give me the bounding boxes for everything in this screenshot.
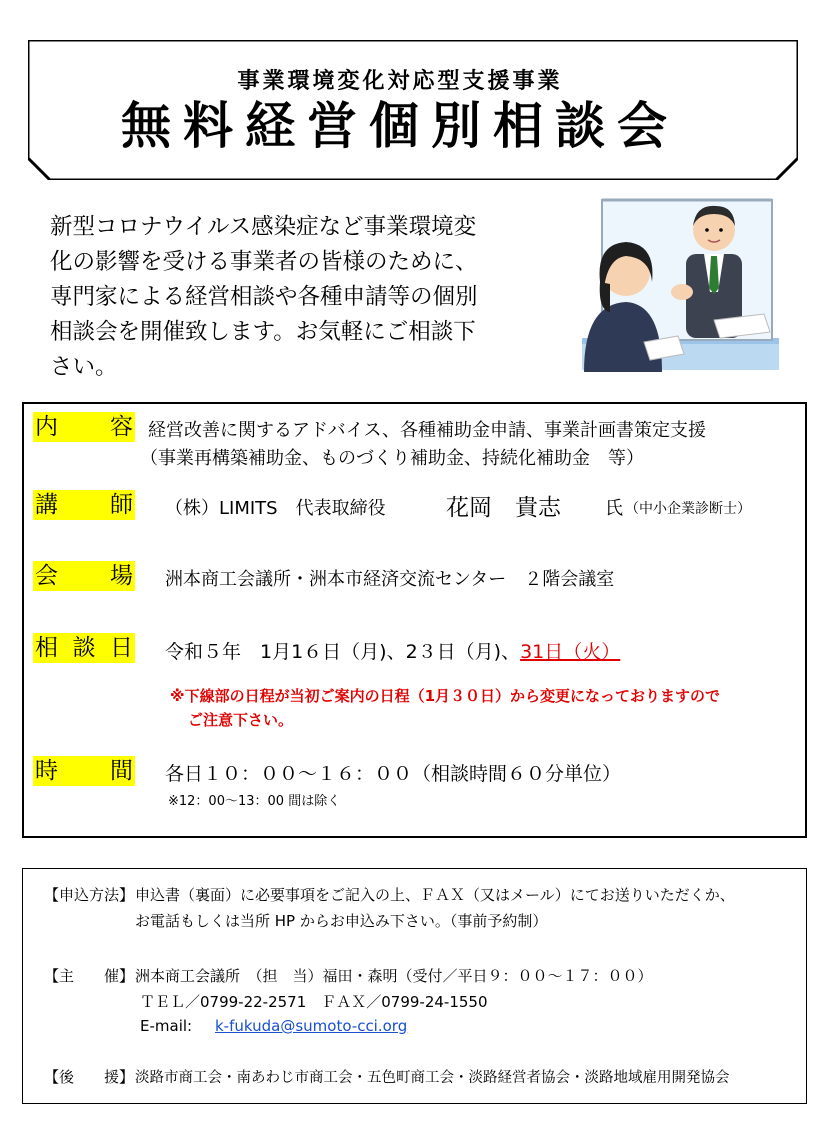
lecturer-org: （株）LIMITS 代表取締役 (165, 498, 386, 519)
changed-date: 31日（火） (520, 641, 621, 663)
time-text: 各日１０：００～１６：００（相談時間６０分単位） (165, 763, 622, 785)
time-note: ※12：00～13：00 間は除く (168, 794, 341, 809)
host-line1: 洲本商工会議所 （担 当）福田・森明（受付／平日９：００～１７：００） (135, 967, 653, 985)
method-label: 【申込方法】 (44, 886, 135, 904)
method-line1: 申込書（裏面）に必要事項をご記入の上、ＦＡＸ（又はメール）にてお送りいただくか、 (135, 886, 735, 904)
lecturer-qualification: （中小企業診断士） (625, 501, 751, 517)
intro-line: 新型コロナウイルス感染症など事業環境変 (50, 214, 477, 240)
support-label: 【後 援】 (44, 1068, 135, 1086)
email-label: E-mail: (140, 1017, 193, 1035)
intro-line: 専門家による経営相談や各種申請等の個別 (50, 284, 478, 310)
consultation-illustration (574, 192, 789, 376)
intro-line: さい。 (50, 354, 118, 380)
intro-text (50, 210, 550, 385)
support-text: 淡路市商工会・南あわじ市商工会・五色町商工会・淡路経営者協会・淡路地域雇用開発協会 (135, 1070, 730, 1086)
venue-text: 洲本商工会議所・洲本市経済交流センター ２階会議室 (165, 569, 615, 590)
email-link[interactable]: k-fukuda@sumoto-cci.org (215, 1017, 408, 1035)
content-line2: （事業再構築補助金、ものづくり補助金、持続化補助金 等） (140, 448, 644, 469)
method-line2: お電話もしくは当所 HP からお申込み下さい。（事前予約制） (135, 912, 548, 930)
content-line1: 経営改善に関するアドバイス、各種補助金申請、事業計画書策定支援 (148, 420, 706, 441)
host-label: 【主 催】 (44, 967, 135, 985)
date-label: 相 談 日 (35, 635, 133, 661)
content-label: 内 容 (35, 414, 133, 440)
intro-line: 相談会を開催致します。お気軽にご相談下 (50, 319, 476, 345)
intro-line: 化の影響を受ける事業者の皆様のために、 (50, 249, 478, 275)
time-label: 時 間 (35, 758, 133, 784)
banner-title: 無料経営個別相談会 (121, 97, 679, 155)
lecturer-label: 講 師 (35, 492, 133, 518)
lecturer-name: 花岡 貴志 (446, 495, 561, 521)
host-contact: ＴＥＬ／0799-22-2571 ＦＡＸ／0799-24-1550 (140, 993, 488, 1011)
banner-subtitle: 事業環境変化対応型支援事業 (237, 69, 563, 94)
date-change-note: ※下線部の日程が当初ご案内の日程（1月３０日）から変更になっておりますので ご注意下さい。 (170, 687, 721, 729)
venue-label: 会 場 (35, 563, 133, 589)
lecturer-honorific: 氏 (605, 498, 623, 519)
date-text: 令和５年 1月1６日（月)、2３日（月)、31日（火） (165, 641, 621, 663)
